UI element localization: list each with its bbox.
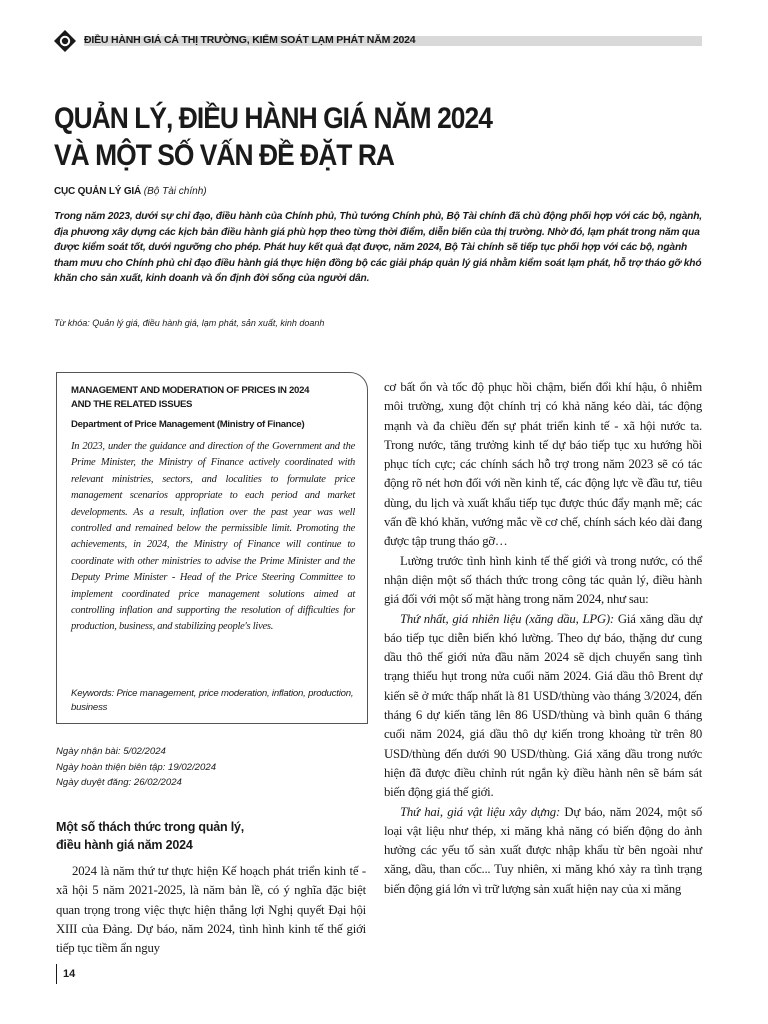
body-paragraph: Lường trước tình hình kinh tế thế giới và trong nước, có thể nhận diện một số thách thức trong công tác quản lý, điều hành giá đối với một số mặt hàng trong năm 2024, như sau: xyxy=(384,553,702,607)
header-section-title: ĐIỀU HÀNH GIÁ CẢ THỊ TRƯỜNG, KIỂM SOÁT LẠM PHÁT NĂM 2024 xyxy=(84,34,416,46)
page-number: 14 xyxy=(56,964,75,984)
english-abstract-box xyxy=(56,372,368,724)
author-ministry: (Bộ Tài chính) xyxy=(143,186,207,197)
author-line xyxy=(54,186,207,197)
paragraph-lead: Thứ hai, giá vật liệu xây dựng: xyxy=(400,804,560,819)
article-title-line-1: QUẢN LÝ, ĐIỀU HÀNH GIÁ NĂM 2024 xyxy=(54,102,492,135)
english-abstract: In 2023, under the guidance and direction of the Government and the Prime Minister, the Ministry of Finance actively coordinated with relevant ministries, sectors, and localities to formulate price management scenarios appropriate to each period and market developments. As a result, inflation over the past year was well controlled and remained below the permissible limit. Promoting the achievements, in 2024, the Ministry of Finance will continue to coordinate with other ministries to advise the Prime Minister and the Deputy Prime Minister - Head of the Price Steering Committee to implement coordinated price management solutions aimed at controlling inflation and supporting the resolution of difficulties for production, business, and stabilizing people's lives. xyxy=(71,441,355,633)
paragraph-text: Dự báo, năm 2024, một số loại vật liệu như thép, xi măng khả năng có biến động do ảnh hưởng các yếu tố sản xuất được nhập khẩu từ bên ngoài như xăng, dầu, than cốc... Tuy nhiên, xi măng khó xảy ra tình trạng biến động giá lớn vì trữ lượng sản xuất hiện nay của xi măng xyxy=(384,804,702,896)
body-paragraph xyxy=(384,610,702,803)
section-heading-line-2: điều hành giá năm 2024 xyxy=(56,838,193,852)
body-column-left xyxy=(56,862,366,958)
article-title xyxy=(54,100,617,174)
body-paragraph: 2024 là năm thứ tư thực hiện Kế hoạch phát triển kinh tế - xã hội 5 năm 2021-2025, là năm bản lề, có ý nghĩa đặc biệt quan trọng trong việc thực hiện thắng lợi Nghị quyết Đại hội XIII của Đảng. Dự báo, năm 2024, tình hình kinh tế thế giới tiếp tục tiềm ẩn nguy xyxy=(56,864,366,956)
english-keywords: Keywords: Price management, price moderation, inflation, production, business xyxy=(71,688,354,713)
body-paragraph xyxy=(384,803,702,899)
author-organization: CỤC QUẢN LÝ GIÁ xyxy=(54,186,142,197)
keywords-vietnamese: Từ khóa: Quản lý giá, điều hành giá, lạm phát, sản xuất, kinh doanh xyxy=(54,318,325,328)
article-dates xyxy=(56,744,216,791)
section-heading xyxy=(56,818,366,854)
english-department: Department of Price Management (Ministry of Finance) xyxy=(71,419,305,430)
body-paragraph: cơ bất ổn và tốc độ phục hồi chậm, biến đổi khí hậu, ô nhiễm môi trường, xung đột chính trị có khả năng kéo dài, tác động mạnh và đa chiều đến sự phát triển kinh tế - xã hội nước ta. Trong nước, tăng trưởng kinh tế dự báo tiếp tục xu hướng hồi phục tích cực; các chính sách hỗ trợ trong năm 2023 sẽ có tác động rõ nét hơn đối với nền kinh tế, các động lực về đầu tư, tiêu dùng, du lịch và xuất khẩu tiếp tục được thúc đẩy mạnh mẽ; các vấn đề khó khăn, vướng mắc về cơ chế, chính sách kéo dài đang được tập trung tháo gỡ… xyxy=(384,380,702,549)
paragraph-lead: Thứ nhất, giá nhiên liệu (xăng dầu, LPG): xyxy=(400,611,614,626)
article-title-line-2: VÀ MỘT SỐ VẤN ĐỀ ĐẶT RA xyxy=(54,139,395,172)
running-header xyxy=(54,28,702,56)
english-title-line-1: MANAGEMENT AND MODERATION OF PRICES IN 2024 xyxy=(71,385,310,396)
section-heading-line-1: Một số thách thức trong quản lý, xyxy=(56,820,245,834)
english-title-line-2: AND THE RELATED ISSUES xyxy=(71,399,193,410)
paragraph-text: Giá xăng dầu dự báo tiếp tục diễn biến khó lường. Theo dự báo, thặng dư cung dầu thô thế giới nửa đầu năm 2024 sẽ dịch chuyển sang tình trạng thiếu hụt trong nửa cuối năm 2024. Giá dầu thô Brent dự kiến sẽ ở mức thấp nhất là 81 USD/thùng vào tháng 3/2024, đến tháng 6 dự kiến tăng lên 86 USD/thùng và bình quân 6 tháng cuối năm 2024, giá dầu thô dự kiến trong khoảng từ trên 80 USD/thùng đến dưới 90 USD/thùng. Giá xăng dầu trong nước hiện đã được điều chỉnh rút ngắn kỳ điều hành nên sẽ bám sát biến động giá thế giới. xyxy=(384,611,702,800)
date-received: Ngày nhận bài: 5/02/2024 xyxy=(56,746,166,757)
body-column-right xyxy=(384,378,702,899)
journal-emblem-icon xyxy=(54,30,76,52)
abstract-vietnamese: Trong năm 2023, dưới sự chỉ đạo, điều hành của Chính phủ, Thủ tướng Chính phủ, Bộ Tài chính đã chủ động phối hợp với các bộ, ngành, địa phương xây dựng các kịch bản điều hành giá phù hợp theo từng thời điểm, diễn biến của thị trường. Nhờ đó, lạm phát trong năm qua được kiểm soát tốt, dưới ngưỡng cho phép. Phát huy kết quả đạt được, năm 2024, Bộ Tài chính sẽ tiếp tục phối hợp với các bộ, ngành tham mưu cho Chính phủ chỉ đạo điều hành giá thực hiện đồng bộ các giải pháp quản lý giá nhằm kiểm soát lạm phát, hỗ trợ tháo gỡ khó khăn cho sản xuất, kinh doanh và ổn định đời sống của người dân. xyxy=(54,211,702,285)
date-revised: Ngày hoàn thiện biên tập: 19/02/2024 xyxy=(56,761,217,773)
date-approved: Ngày duyệt đăng: 26/02/2024 xyxy=(56,777,182,788)
english-title xyxy=(71,384,361,412)
